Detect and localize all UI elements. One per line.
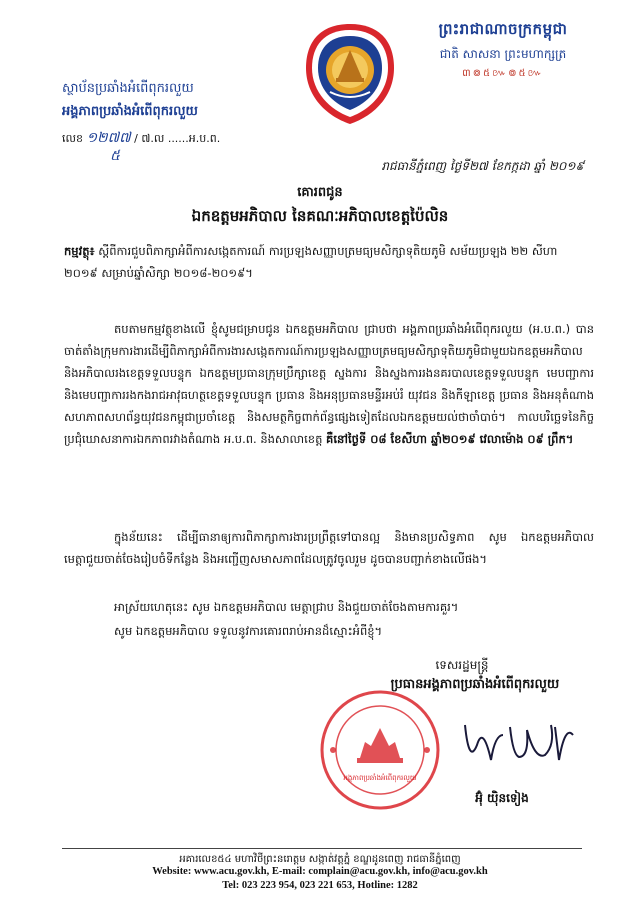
paragraph-2-text: ក្នុងន័យនេះ ដើម្បីធានាឲ្យការពិភាក្សាការងារប្រព្រឹត្តទៅបានល្អ និងមានប្រសិទ្ធភាព សូម ឯកឧត្តមអភិបាល មេត្តាជួយចាត់ចែងរៀបចំទីកន្លែង និងអញ្ជើញសមាសភាពដែលត្រូវចូលរួម ដូចបានបញ្ជាក់ខាងលើផង។ xyxy=(64,530,594,566)
ref-handwritten-extra: ៥ xyxy=(110,148,120,164)
subject-line xyxy=(64,240,594,284)
kingdom-title: ព្រះរាជាណាចក្រកម្ពុជា xyxy=(438,20,568,38)
signer-title: ទេសរដ្ឋមន្ត្រី xyxy=(435,658,489,672)
paragraph-4-text: សូម ឯកឧត្តមអភិបាល ទទួលនូវការគោរពរាប់អានដ៏ស្មោះអំពីខ្ញុំ។ xyxy=(114,624,383,638)
footer-divider xyxy=(62,848,582,849)
stamp-text: អង្គភាពប្រឆាំងអំពើពុករលួយ xyxy=(343,774,417,782)
footer-phones: Tel: 023 223 954, 023 221 653, Hotline: 1282 xyxy=(222,880,418,891)
subject-text: ស្តីពីការជួបពិភាក្សាអំពីការសង្កេតការណ៍ ការប្រឡងសញ្ញាបត្រមធ្យមសិក្សាទុតិយភូមិ សម័យប្រឡង ២២ សីហា ២០១៩ សម្រាប់ឆ្នាំសិក្សា ២០១៨-២០១៩។ xyxy=(64,244,558,280)
salutation: គោរពជូន xyxy=(297,185,343,200)
ref-number-handwritten: ១២៧៧ xyxy=(86,130,131,146)
ref-prefix: លេខ xyxy=(62,132,83,145)
recipient: ឯកឧត្តមអភិបាល នៃគណៈអភិបាលខេត្តប៉ៃលិន xyxy=(191,207,449,225)
handwritten-signature-icon xyxy=(455,705,585,775)
signer-organization: ប្រធានអង្គភាពប្រឆាំងអំពើពុករលួយ xyxy=(390,677,560,692)
subject-label: កម្មវត្ថុ៖ xyxy=(64,244,95,258)
national-motto: ជាតិ សាសនា ព្រះមហាក្សត្រ xyxy=(439,47,567,61)
footer-contact: Website: www.acu.gov.kh, E-mail: complain@acu.gov.kh, info@acu.gov.kh xyxy=(152,866,488,877)
signer-name: អ៊ុំ យ៉ិនទៀង xyxy=(475,791,529,805)
footer-address: អគារលេខ៥៤ មហាវិថីព្រះនរោត្តម សង្កាត់វត្តភ្នំ ខណ្ឌដូនពេញ រាជធានីភ្នំពេញ xyxy=(179,854,461,865)
ref-suffix: / ៧.ល ......អ.ប.ព. xyxy=(134,132,221,145)
institution-name: ស្ថាប័នប្រឆាំងអំពើពុករលួយ xyxy=(62,81,194,96)
agency-block xyxy=(62,80,198,122)
body-paragraph-3 xyxy=(64,596,594,618)
paragraph-3-text: អាស្រ័យហេតុនេះ សូម ឯកឧត្តមអភិបាល មេត្តាជ្រាប និងជួយចាត់ចែងតាមការគួរ។ xyxy=(114,600,459,614)
paragraph-1-text: តបតាមកម្មវត្ថុខាងលើ ខ្ញុំសូមជម្រាបជូន ឯកឧត្តមអភិបាល ជ្រាបថា អង្គភាពប្រឆាំងអំពើពុករលួយ (អ.ប.ព.) បានចាត់តាំងក្រុមការងារដើម្បីពិភាក្សាអំពីការងារសង្កេតការណ៍ការប្រឡងសញ្ញាបត្រមធ្យមសិក្សាទុតិយភូមិជាមួយឯកឧត្តមអភិបាល និងអភិបាលរងខេត្តទទួលបន្ទុក ឯកឧត្តមប្រធានក្រុមប្រឹក្សាខេត្ត ស្នងការ និងស្នងការរងនគរបាលខេត្តទទួលបន្ទុក មេបញ្ជាការ និងមេបញ្ជាការរងកងរាជអាវុធហត្ថខេត្តទទួលបន្ទុក ប្រធាន និងអនុប្រធានមន្ទីរអប់រំ យុវជន និងកីឡាខេត្ត ប្រធាន និងអនុតំណាងសហភាពសហព័ន្ធយុវជនកម្ពុជាប្រចាំខេត្ត និងសមត្ថកិច្ចពាក់ព័ន្ធផ្សេងទៀតដែលឯកឧត្តមយល់ថាចាំបាច់។ កាលបរិច្ឆេទនៃកិច្ចប្រជុំឃោសនាការឯកភាពរវាងតំណាង អ.ប.ព. និងសាលាខេត្ត xyxy=(64,322,594,446)
letter-date: រាជធានីភ្នំពេញ ថ្ងៃទី២៧ ខែកក្កដា ឆ្នាំ ២០១៩ xyxy=(381,159,584,173)
body-paragraph-2 xyxy=(64,526,594,570)
kingdom-header xyxy=(408,20,598,81)
paragraph-1-bold: គឺនៅថ្ងៃទី ០៨ ខែសីហា ឆ្នាំ២០១៩ វេលាម៉ោង ០៩ ព្រឹក។ xyxy=(326,432,574,446)
body-paragraph-1 xyxy=(64,318,594,450)
reference-number xyxy=(62,128,221,164)
body-paragraph-4 xyxy=(64,620,594,642)
motto-ornament: ៣៙៥៚៙៥៚ xyxy=(462,68,544,79)
agency-name: អង្គភាពប្រឆាំងអំពើពុករលួយ xyxy=(62,104,198,119)
acu-emblem-icon xyxy=(302,20,398,128)
